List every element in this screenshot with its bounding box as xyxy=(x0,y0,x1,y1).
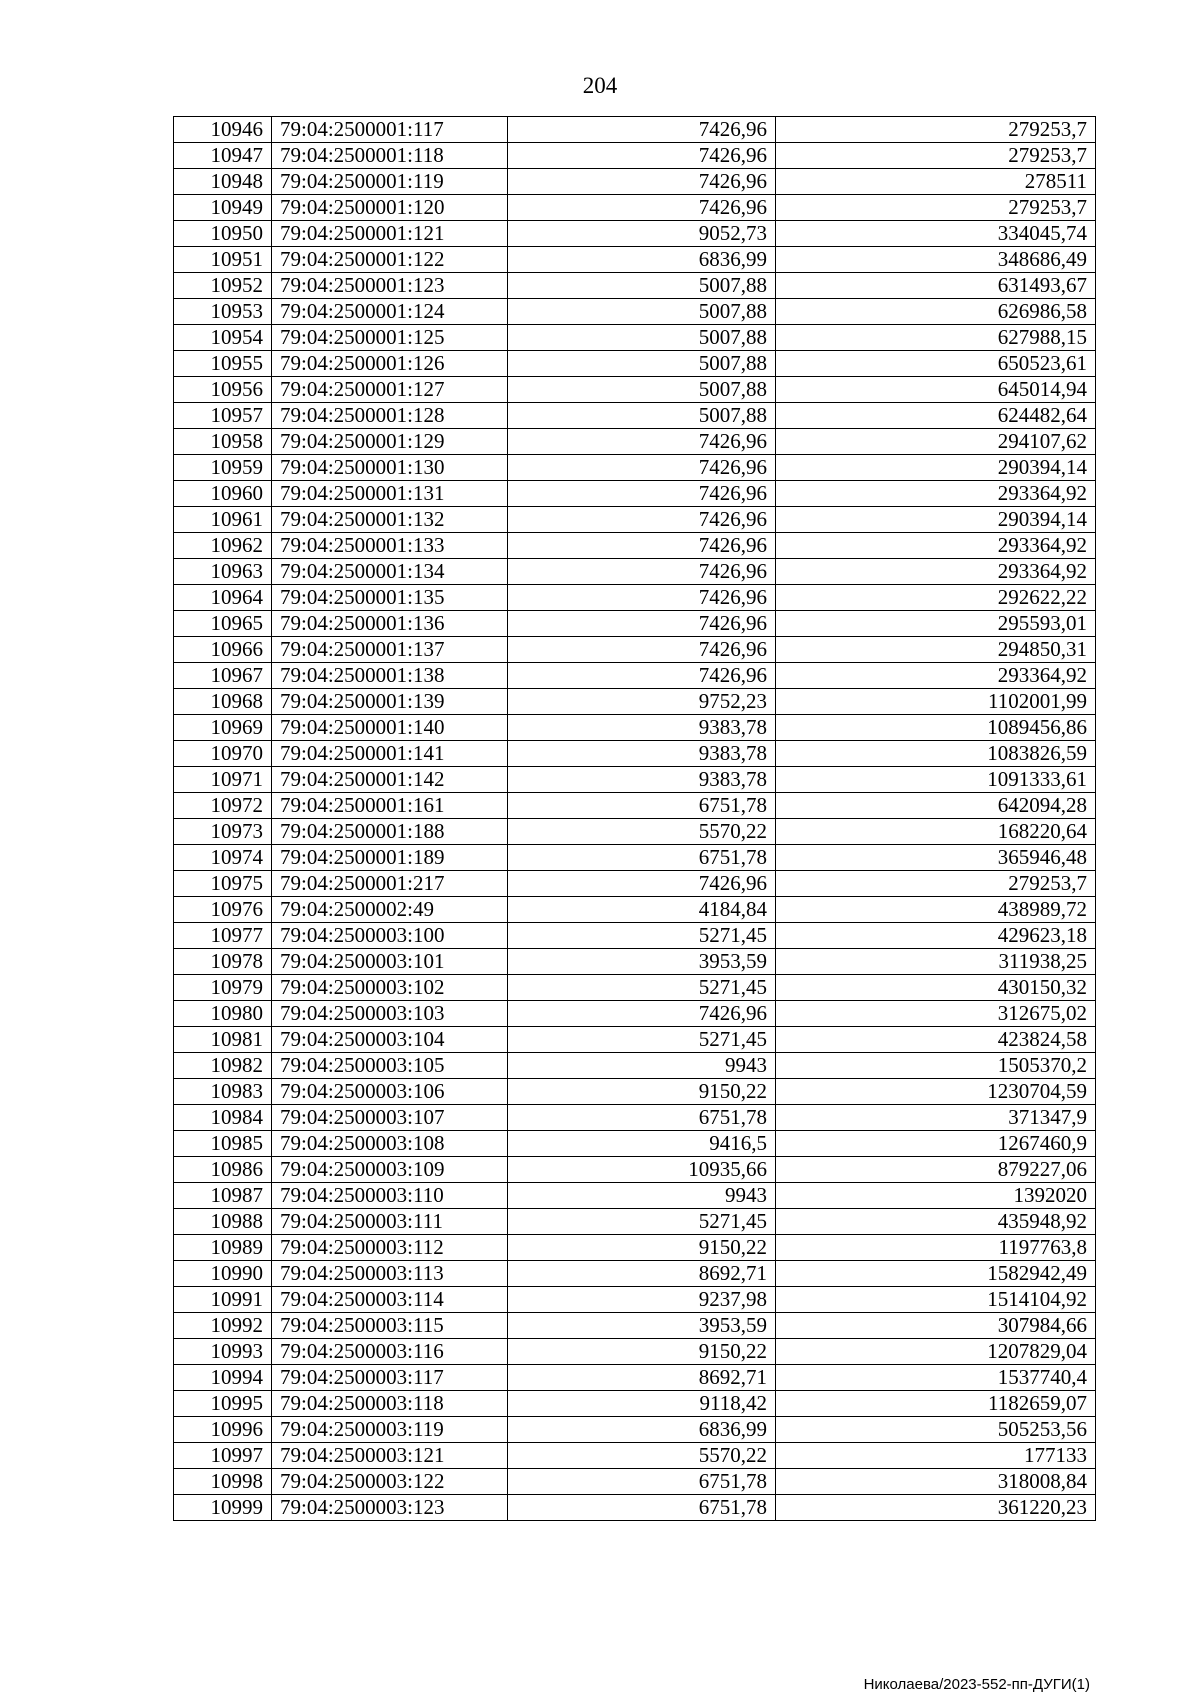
area-cell: 9052,73 xyxy=(508,221,776,247)
cadastral-value-cell: 293364,92 xyxy=(776,533,1096,559)
table-row xyxy=(174,169,1096,195)
table-row xyxy=(174,117,1096,143)
cadastral-value-cell: 1089456,86 xyxy=(776,715,1096,741)
area-cell: 7426,96 xyxy=(508,195,776,221)
table-row xyxy=(174,845,1096,871)
area-cell: 5271,45 xyxy=(508,923,776,949)
cadastral-number-cell: 79:04:2500001:217 xyxy=(272,871,508,897)
table-row xyxy=(174,1053,1096,1079)
cadastral-number-cell: 79:04:2500003:118 xyxy=(272,1391,508,1417)
cadastral-number-cell: 79:04:2500003:100 xyxy=(272,923,508,949)
table-row xyxy=(174,1443,1096,1469)
row-number-cell: 10967 xyxy=(174,663,272,689)
table-row xyxy=(174,975,1096,1001)
cadastral-number-cell: 79:04:2500001:142 xyxy=(272,767,508,793)
row-number-cell: 10962 xyxy=(174,533,272,559)
cadastral-number-cell: 79:04:2500001:140 xyxy=(272,715,508,741)
cadastral-number-cell: 79:04:2500001:120 xyxy=(272,195,508,221)
table-row xyxy=(174,1079,1096,1105)
area-cell: 4184,84 xyxy=(508,897,776,923)
cadastral-value-cell: 1102001,99 xyxy=(776,689,1096,715)
table-row xyxy=(174,1209,1096,1235)
cadastral-value-cell: 293364,92 xyxy=(776,481,1096,507)
cadastral-value-cell: 290394,14 xyxy=(776,455,1096,481)
cadastral-value-cell: 1537740,4 xyxy=(776,1365,1096,1391)
cadastral-number-cell: 79:04:2500003:111 xyxy=(272,1209,508,1235)
table-row xyxy=(174,1365,1096,1391)
row-number-cell: 10963 xyxy=(174,559,272,585)
row-number-cell: 10992 xyxy=(174,1313,272,1339)
row-number-cell: 10978 xyxy=(174,949,272,975)
table-row xyxy=(174,1261,1096,1287)
table-row xyxy=(174,585,1096,611)
row-number-cell: 10999 xyxy=(174,1495,272,1521)
row-number-cell: 10987 xyxy=(174,1183,272,1209)
area-cell: 8692,71 xyxy=(508,1365,776,1391)
area-cell: 7426,96 xyxy=(508,611,776,637)
cadastral-number-cell: 79:04:2500001:117 xyxy=(272,117,508,143)
cadastral-value-table xyxy=(173,116,1096,1521)
area-cell: 5271,45 xyxy=(508,1209,776,1235)
table-row xyxy=(174,533,1096,559)
cadastral-value-cell: 292622,22 xyxy=(776,585,1096,611)
row-number-cell: 10982 xyxy=(174,1053,272,1079)
table-row xyxy=(174,1339,1096,1365)
table-row xyxy=(174,1131,1096,1157)
table-row xyxy=(174,1469,1096,1495)
row-number-cell: 10998 xyxy=(174,1469,272,1495)
cadastral-value-cell: 348686,49 xyxy=(776,247,1096,273)
cadastral-value-cell: 429623,18 xyxy=(776,923,1096,949)
cadastral-number-cell: 79:04:2500001:128 xyxy=(272,403,508,429)
area-cell: 5007,88 xyxy=(508,377,776,403)
table-row xyxy=(174,611,1096,637)
row-number-cell: 10990 xyxy=(174,1261,272,1287)
cadastral-number-cell: 79:04:2500001:139 xyxy=(272,689,508,715)
table-row xyxy=(174,637,1096,663)
area-cell: 5007,88 xyxy=(508,273,776,299)
cadastral-value-cell: 650523,61 xyxy=(776,351,1096,377)
area-cell: 9150,22 xyxy=(508,1339,776,1365)
cadastral-value-cell: 1197763,8 xyxy=(776,1235,1096,1261)
cadastral-value-cell: 1091333,61 xyxy=(776,767,1096,793)
cadastral-value-cell: 626986,58 xyxy=(776,299,1096,325)
area-cell: 7426,96 xyxy=(508,871,776,897)
cadastral-value-cell: 371347,9 xyxy=(776,1105,1096,1131)
table-row xyxy=(174,221,1096,247)
row-number-cell: 10983 xyxy=(174,1079,272,1105)
table-row xyxy=(174,1495,1096,1521)
cadastral-value-cell: 168220,64 xyxy=(776,819,1096,845)
area-cell: 9150,22 xyxy=(508,1235,776,1261)
table-row xyxy=(174,715,1096,741)
row-number-cell: 10958 xyxy=(174,429,272,455)
area-cell: 7426,96 xyxy=(508,559,776,585)
cadastral-value-cell: 1505370,2 xyxy=(776,1053,1096,1079)
cadastral-number-cell: 79:04:2500003:119 xyxy=(272,1417,508,1443)
cadastral-number-cell: 79:04:2500001:133 xyxy=(272,533,508,559)
page-number: 204 xyxy=(582,73,618,98)
row-number-cell: 10968 xyxy=(174,689,272,715)
table-row xyxy=(174,767,1096,793)
cadastral-number-cell: 79:04:2500001:131 xyxy=(272,481,508,507)
row-number-cell: 10949 xyxy=(174,195,272,221)
cadastral-value-cell: 311938,25 xyxy=(776,949,1096,975)
area-cell: 9943 xyxy=(508,1183,776,1209)
row-number-cell: 10953 xyxy=(174,299,272,325)
row-number-cell: 10975 xyxy=(174,871,272,897)
cadastral-number-cell: 79:04:2500003:122 xyxy=(272,1469,508,1495)
table-row xyxy=(174,559,1096,585)
cadastral-number-cell: 79:04:2500001:135 xyxy=(272,585,508,611)
cadastral-value-cell: 279253,7 xyxy=(776,195,1096,221)
cadastral-number-cell: 79:04:2500003:109 xyxy=(272,1157,508,1183)
cadastral-value-cell: 1083826,59 xyxy=(776,741,1096,767)
table-row xyxy=(174,1105,1096,1131)
cadastral-value-cell: 318008,84 xyxy=(776,1469,1096,1495)
cadastral-number-cell: 79:04:2500003:114 xyxy=(272,1287,508,1313)
cadastral-value-cell: 435948,92 xyxy=(776,1209,1096,1235)
cadastral-value-cell: 365946,48 xyxy=(776,845,1096,871)
area-cell: 7426,96 xyxy=(508,143,776,169)
area-cell: 6836,99 xyxy=(508,247,776,273)
row-number-cell: 10974 xyxy=(174,845,272,871)
row-number-cell: 10964 xyxy=(174,585,272,611)
cadastral-number-cell: 79:04:2500001:136 xyxy=(272,611,508,637)
table-row xyxy=(174,1027,1096,1053)
area-cell: 9383,78 xyxy=(508,767,776,793)
area-cell: 7426,96 xyxy=(508,637,776,663)
area-cell: 6751,78 xyxy=(508,1495,776,1521)
area-cell: 9752,23 xyxy=(508,689,776,715)
table-row xyxy=(174,403,1096,429)
area-cell: 5570,22 xyxy=(508,819,776,845)
row-number-cell: 10960 xyxy=(174,481,272,507)
area-cell: 7426,96 xyxy=(508,585,776,611)
cadastral-number-cell: 79:04:2500003:116 xyxy=(272,1339,508,1365)
cadastral-value-cell: 879227,06 xyxy=(776,1157,1096,1183)
row-number-cell: 10994 xyxy=(174,1365,272,1391)
area-cell: 5271,45 xyxy=(508,975,776,1001)
row-number-cell: 10969 xyxy=(174,715,272,741)
cadastral-number-cell: 79:04:2500001:119 xyxy=(272,169,508,195)
cadastral-value-cell: 631493,67 xyxy=(776,273,1096,299)
row-number-cell: 10997 xyxy=(174,1443,272,1469)
cadastral-value-cell: 290394,14 xyxy=(776,507,1096,533)
row-number-cell: 10977 xyxy=(174,923,272,949)
table-row xyxy=(174,871,1096,897)
table-body xyxy=(174,117,1096,1521)
table-row xyxy=(174,897,1096,923)
table-row xyxy=(174,325,1096,351)
table-row xyxy=(174,819,1096,845)
area-cell: 3953,59 xyxy=(508,949,776,975)
area-cell: 6751,78 xyxy=(508,1469,776,1495)
cadastral-number-cell: 79:04:2500001:130 xyxy=(272,455,508,481)
table-row xyxy=(174,143,1096,169)
cadastral-value-cell: 430150,32 xyxy=(776,975,1096,1001)
cadastral-number-cell: 79:04:2500003:106 xyxy=(272,1079,508,1105)
row-number-cell: 10989 xyxy=(174,1235,272,1261)
area-cell: 5007,88 xyxy=(508,351,776,377)
row-number-cell: 10991 xyxy=(174,1287,272,1313)
table-row xyxy=(174,1001,1096,1027)
row-number-cell: 10980 xyxy=(174,1001,272,1027)
table-row xyxy=(174,195,1096,221)
cadastral-number-cell: 79:04:2500001:124 xyxy=(272,299,508,325)
row-number-cell: 10950 xyxy=(174,221,272,247)
cadastral-value-cell: 279253,7 xyxy=(776,143,1096,169)
area-cell: 6751,78 xyxy=(508,793,776,819)
table-row xyxy=(174,429,1096,455)
cadastral-number-cell: 79:04:2500003:102 xyxy=(272,975,508,1001)
cadastral-value-cell: 1514104,92 xyxy=(776,1287,1096,1313)
cadastral-value-cell: 1230704,59 xyxy=(776,1079,1096,1105)
area-cell: 8692,71 xyxy=(508,1261,776,1287)
area-cell: 5271,45 xyxy=(508,1027,776,1053)
row-number-cell: 10972 xyxy=(174,793,272,819)
area-cell: 7426,96 xyxy=(508,507,776,533)
area-cell: 6751,78 xyxy=(508,1105,776,1131)
cadastral-number-cell: 79:04:2500003:105 xyxy=(272,1053,508,1079)
cadastral-value-cell: 361220,23 xyxy=(776,1495,1096,1521)
row-number-cell: 10959 xyxy=(174,455,272,481)
area-cell: 7426,96 xyxy=(508,1001,776,1027)
cadastral-number-cell: 79:04:2500001:138 xyxy=(272,663,508,689)
row-number-cell: 10985 xyxy=(174,1131,272,1157)
area-cell: 7426,96 xyxy=(508,533,776,559)
row-number-cell: 10965 xyxy=(174,611,272,637)
cadastral-number-cell: 79:04:2500002:49 xyxy=(272,897,508,923)
table-row xyxy=(174,949,1096,975)
area-cell: 9943 xyxy=(508,1053,776,1079)
cadastral-value-cell: 1207829,04 xyxy=(776,1339,1096,1365)
cadastral-value-cell: 642094,28 xyxy=(776,793,1096,819)
row-number-cell: 10976 xyxy=(174,897,272,923)
table-row xyxy=(174,689,1096,715)
table-row xyxy=(174,377,1096,403)
table-row xyxy=(174,299,1096,325)
cadastral-number-cell: 79:04:2500001:123 xyxy=(272,273,508,299)
cadastral-value-cell: 293364,92 xyxy=(776,559,1096,585)
table-row xyxy=(174,481,1096,507)
table-row xyxy=(174,923,1096,949)
table-row xyxy=(174,663,1096,689)
cadastral-number-cell: 79:04:2500003:121 xyxy=(272,1443,508,1469)
row-number-cell: 10988 xyxy=(174,1209,272,1235)
area-cell: 7426,96 xyxy=(508,663,776,689)
table-row xyxy=(174,1157,1096,1183)
cadastral-value-cell: 278511 xyxy=(776,169,1096,195)
cadastral-value-cell: 279253,7 xyxy=(776,871,1096,897)
cadastral-value-cell: 624482,64 xyxy=(776,403,1096,429)
table-row xyxy=(174,273,1096,299)
cadastral-value-cell: 293364,92 xyxy=(776,663,1096,689)
cadastral-number-cell: 79:04:2500003:112 xyxy=(272,1235,508,1261)
row-number-cell: 10948 xyxy=(174,169,272,195)
cadastral-number-cell: 79:04:2500001:132 xyxy=(272,507,508,533)
row-number-cell: 10971 xyxy=(174,767,272,793)
cadastral-number-cell: 79:04:2500003:110 xyxy=(272,1183,508,1209)
cadastral-value-cell: 177133 xyxy=(776,1443,1096,1469)
cadastral-number-cell: 79:04:2500001:189 xyxy=(272,845,508,871)
cadastral-value-cell: 1267460,9 xyxy=(776,1131,1096,1157)
cadastral-number-cell: 79:04:2500001:121 xyxy=(272,221,508,247)
row-number-cell: 10957 xyxy=(174,403,272,429)
row-number-cell: 10995 xyxy=(174,1391,272,1417)
table-row xyxy=(174,1417,1096,1443)
cadastral-number-cell: 79:04:2500001:129 xyxy=(272,429,508,455)
area-cell: 7426,96 xyxy=(508,117,776,143)
cadastral-value-cell: 438989,72 xyxy=(776,897,1096,923)
area-cell: 10935,66 xyxy=(508,1157,776,1183)
table-row xyxy=(174,1235,1096,1261)
cadastral-value-cell: 294107,62 xyxy=(776,429,1096,455)
cadastral-number-cell: 79:04:2500003:104 xyxy=(272,1027,508,1053)
row-number-cell: 10986 xyxy=(174,1157,272,1183)
cadastral-number-cell: 79:04:2500003:103 xyxy=(272,1001,508,1027)
cadastral-number-cell: 79:04:2500001:141 xyxy=(272,741,508,767)
area-cell: 9383,78 xyxy=(508,741,776,767)
area-cell: 7426,96 xyxy=(508,429,776,455)
row-number-cell: 10954 xyxy=(174,325,272,351)
cadastral-number-cell: 79:04:2500001:126 xyxy=(272,351,508,377)
row-number-cell: 10996 xyxy=(174,1417,272,1443)
cadastral-number-cell: 79:04:2500003:113 xyxy=(272,1261,508,1287)
area-cell: 5007,88 xyxy=(508,403,776,429)
area-cell: 7426,96 xyxy=(508,455,776,481)
table-row xyxy=(174,1391,1096,1417)
area-cell: 9383,78 xyxy=(508,715,776,741)
cadastral-value-cell: 627988,15 xyxy=(776,325,1096,351)
area-cell: 5007,88 xyxy=(508,299,776,325)
area-cell: 7426,96 xyxy=(508,169,776,195)
row-number-cell: 10947 xyxy=(174,143,272,169)
cadastral-number-cell: 79:04:2500001:137 xyxy=(272,637,508,663)
area-cell: 6836,99 xyxy=(508,1417,776,1443)
cadastral-number-cell: 79:04:2500001:118 xyxy=(272,143,508,169)
cadastral-number-cell: 79:04:2500001:161 xyxy=(272,793,508,819)
table-row xyxy=(174,1313,1096,1339)
cadastral-value-cell: 294850,31 xyxy=(776,637,1096,663)
document-footer: Николаева/2023-552-пп-ДУГИ(1) xyxy=(863,1676,1090,1693)
table-row xyxy=(174,741,1096,767)
row-number-cell: 10956 xyxy=(174,377,272,403)
table-row xyxy=(174,351,1096,377)
cadastral-number-cell: 79:04:2500003:117 xyxy=(272,1365,508,1391)
table-row xyxy=(174,507,1096,533)
cadastral-number-cell: 79:04:2500001:188 xyxy=(272,819,508,845)
cadastral-value-cell: 1182659,07 xyxy=(776,1391,1096,1417)
cadastral-number-cell: 79:04:2500003:123 xyxy=(272,1495,508,1521)
cadastral-value-cell: 1582942,49 xyxy=(776,1261,1096,1287)
row-number-cell: 10946 xyxy=(174,117,272,143)
area-cell: 5570,22 xyxy=(508,1443,776,1469)
area-cell: 5007,88 xyxy=(508,325,776,351)
table-row xyxy=(174,793,1096,819)
cadastral-number-cell: 79:04:2500001:122 xyxy=(272,247,508,273)
cadastral-value-cell: 423824,58 xyxy=(776,1027,1096,1053)
cadastral-value-cell: 1392020 xyxy=(776,1183,1096,1209)
cadastral-number-cell: 79:04:2500003:101 xyxy=(272,949,508,975)
area-cell: 9416,5 xyxy=(508,1131,776,1157)
cadastral-value-cell: 307984,66 xyxy=(776,1313,1096,1339)
cadastral-number-cell: 79:04:2500003:115 xyxy=(272,1313,508,1339)
row-number-cell: 10955 xyxy=(174,351,272,377)
cadastral-number-cell: 79:04:2500001:125 xyxy=(272,325,508,351)
cadastral-number-cell: 79:04:2500001:127 xyxy=(272,377,508,403)
area-cell: 9237,98 xyxy=(508,1287,776,1313)
area-cell: 9150,22 xyxy=(508,1079,776,1105)
area-cell: 7426,96 xyxy=(508,481,776,507)
area-cell: 3953,59 xyxy=(508,1313,776,1339)
table-row xyxy=(174,1287,1096,1313)
row-number-cell: 10973 xyxy=(174,819,272,845)
cadastral-value-cell: 334045,74 xyxy=(776,221,1096,247)
row-number-cell: 10993 xyxy=(174,1339,272,1365)
cadastral-value-cell: 279253,7 xyxy=(776,117,1096,143)
cadastral-value-cell: 295593,01 xyxy=(776,611,1096,637)
row-number-cell: 10966 xyxy=(174,637,272,663)
area-cell: 9118,42 xyxy=(508,1391,776,1417)
cadastral-number-cell: 79:04:2500003:107 xyxy=(272,1105,508,1131)
table-row xyxy=(174,455,1096,481)
row-number-cell: 10961 xyxy=(174,507,272,533)
cadastral-value-cell: 645014,94 xyxy=(776,377,1096,403)
area-cell: 6751,78 xyxy=(508,845,776,871)
row-number-cell: 10951 xyxy=(174,247,272,273)
cadastral-value-cell: 312675,02 xyxy=(776,1001,1096,1027)
cadastral-number-cell: 79:04:2500003:108 xyxy=(272,1131,508,1157)
table-row xyxy=(174,1183,1096,1209)
row-number-cell: 10970 xyxy=(174,741,272,767)
cadastral-value-cell: 505253,56 xyxy=(776,1417,1096,1443)
row-number-cell: 10952 xyxy=(174,273,272,299)
row-number-cell: 10984 xyxy=(174,1105,272,1131)
cadastral-number-cell: 79:04:2500001:134 xyxy=(272,559,508,585)
row-number-cell: 10981 xyxy=(174,1027,272,1053)
row-number-cell: 10979 xyxy=(174,975,272,1001)
table-row xyxy=(174,247,1096,273)
